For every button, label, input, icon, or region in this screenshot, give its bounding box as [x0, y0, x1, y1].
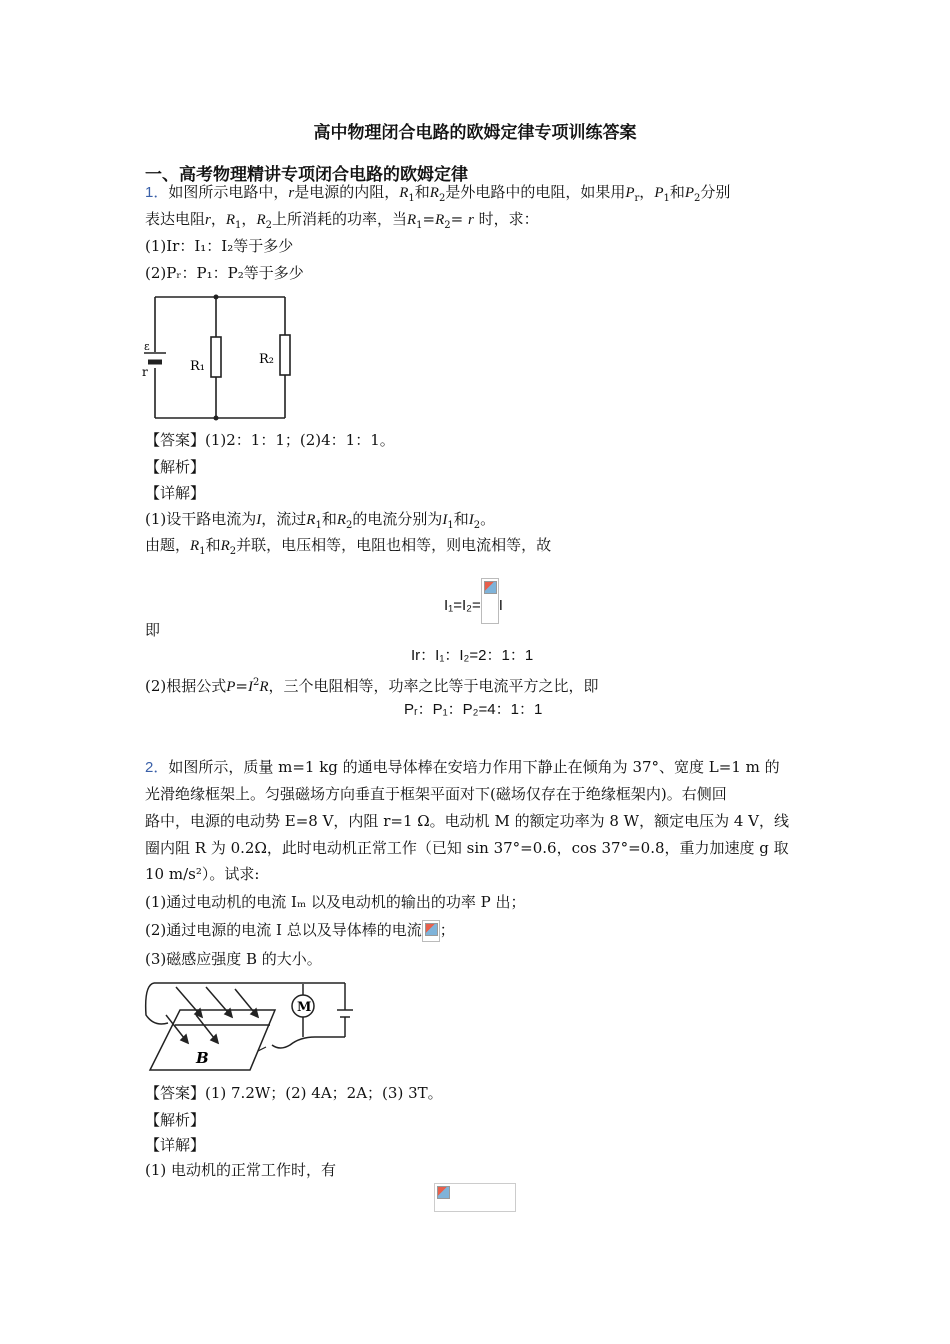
q1-number: 1．: [145, 184, 169, 201]
motor-label: M: [297, 1000, 312, 1015]
q2-incline-motor-diagram: [140, 975, 360, 1080]
q1-part-2: (2)Pᵣ：P₁：P₂等于多少: [145, 264, 304, 282]
q1-text-line-2: 表达电阻r，$R_1$，$R_2$上所消耗的功率，当$R_1=R_2= r$ 时，求：: [145, 210, 539, 231]
q2-number: 2．: [145, 759, 169, 776]
q2-answer: 【答案】(1) 7.2W；(2) 4A；2A；(3) 3T。: [145, 1084, 443, 1102]
q2-part-3: (3)磁感应强度 B 的大小。: [145, 950, 322, 968]
q1-ji: 即: [145, 621, 161, 639]
q1-analysis-label: 【解析】: [145, 458, 206, 476]
r2-label: R₂: [259, 352, 274, 367]
q1-equation-2: Ir：I₁：I₂=2：1：1: [411, 647, 534, 664]
q1-answer: 【答案】(1)2：1：1；(2)4：1：1。: [145, 431, 395, 449]
internal-resistance-label: r: [142, 365, 148, 379]
q2-part-2: (2)通过电源的电流 I 总以及导体棒的电流 ；: [145, 920, 455, 942]
equation-image-placeholder: [434, 1183, 516, 1212]
q2-solution-line-1: (1) 电动机的正常工作时，有: [145, 1161, 337, 1179]
r1-label: R₁: [190, 359, 205, 374]
q2-text-line-2: 光滑绝缘框架上。匀强磁场方向垂直于框架平面对下(磁场仅存在于绝缘框架内)。右侧回: [145, 785, 727, 803]
q2-detail-label: 【详解】: [145, 1136, 206, 1154]
fraction-image-icon: [481, 578, 499, 624]
q1-solution-line-2: 由题，$R_1$和$R_2$并联，电压相等，电阻也相等，则电流相等，故: [145, 536, 552, 557]
q1-solution-line-1: (1)设干路电流为I，流过$R_1$和$R_2$的电流分别为$I_1$和$I_2$。: [145, 510, 496, 531]
q2-text-line-3: 路中，电源的电动势 E=8 V，内阻 r=1 Ω。电动机 M 的额定功率为 8 W，额定电压为 4 V，线: [145, 812, 789, 830]
q1-solution-line-3: (2)根据公式$P=I^2R$，三个电阻相等，功率之比等于电流平方之比，即: [145, 677, 599, 695]
section-heading: 一、高考物理精讲专项闭合电路的欧姆定律: [145, 165, 468, 185]
q1-circuit-diagram: [140, 290, 300, 425]
document-title: 高中物理闭合电路的欧姆定律专项训练答案: [313, 123, 637, 143]
q2-text-line-4: 圈内阻 R 为 0.2Ω，此时电动机正常工作（已知 sin 37°=0.6，cos 37°=0.8，重力加速度 g 取: [145, 839, 789, 857]
q1-equation-3: Pᵣ：P₁：P₂=4：1：1: [404, 701, 543, 718]
q1-equation-1: I₁=I₂= I: [444, 578, 503, 624]
field-label: B: [196, 1049, 209, 1067]
q2-text-line-5: 10 m/s²）。试求:: [145, 865, 260, 883]
equation-image-icon: [435, 1184, 451, 1204]
q2-text-line-1: 2．如图所示，质量 m=1 kg 的通电导体棒在安培力作用下静止在倾角为 37°、宽度 L=1 m 的: [145, 758, 780, 776]
emf-label: ε: [144, 340, 150, 353]
q2-analysis-label: 【解析】: [145, 1111, 206, 1129]
q1-detail-label: 【详解】: [145, 484, 206, 502]
q1-text-line-1: 1．如图所示电路中，r是电源的内阻，$R_1$和$R_2$是外电路中的电阻，如果用$P_r$，$P_1$和$P_2$分别: [145, 183, 731, 204]
current-symbol-image-icon: [422, 920, 440, 942]
q2-part-1: (1)通过电动机的电流 Iₘ 以及电动机的输出的功率 P 出；: [145, 893, 526, 911]
q1-part-1: (1)Ir：I₁：I₂等于多少: [145, 237, 294, 255]
